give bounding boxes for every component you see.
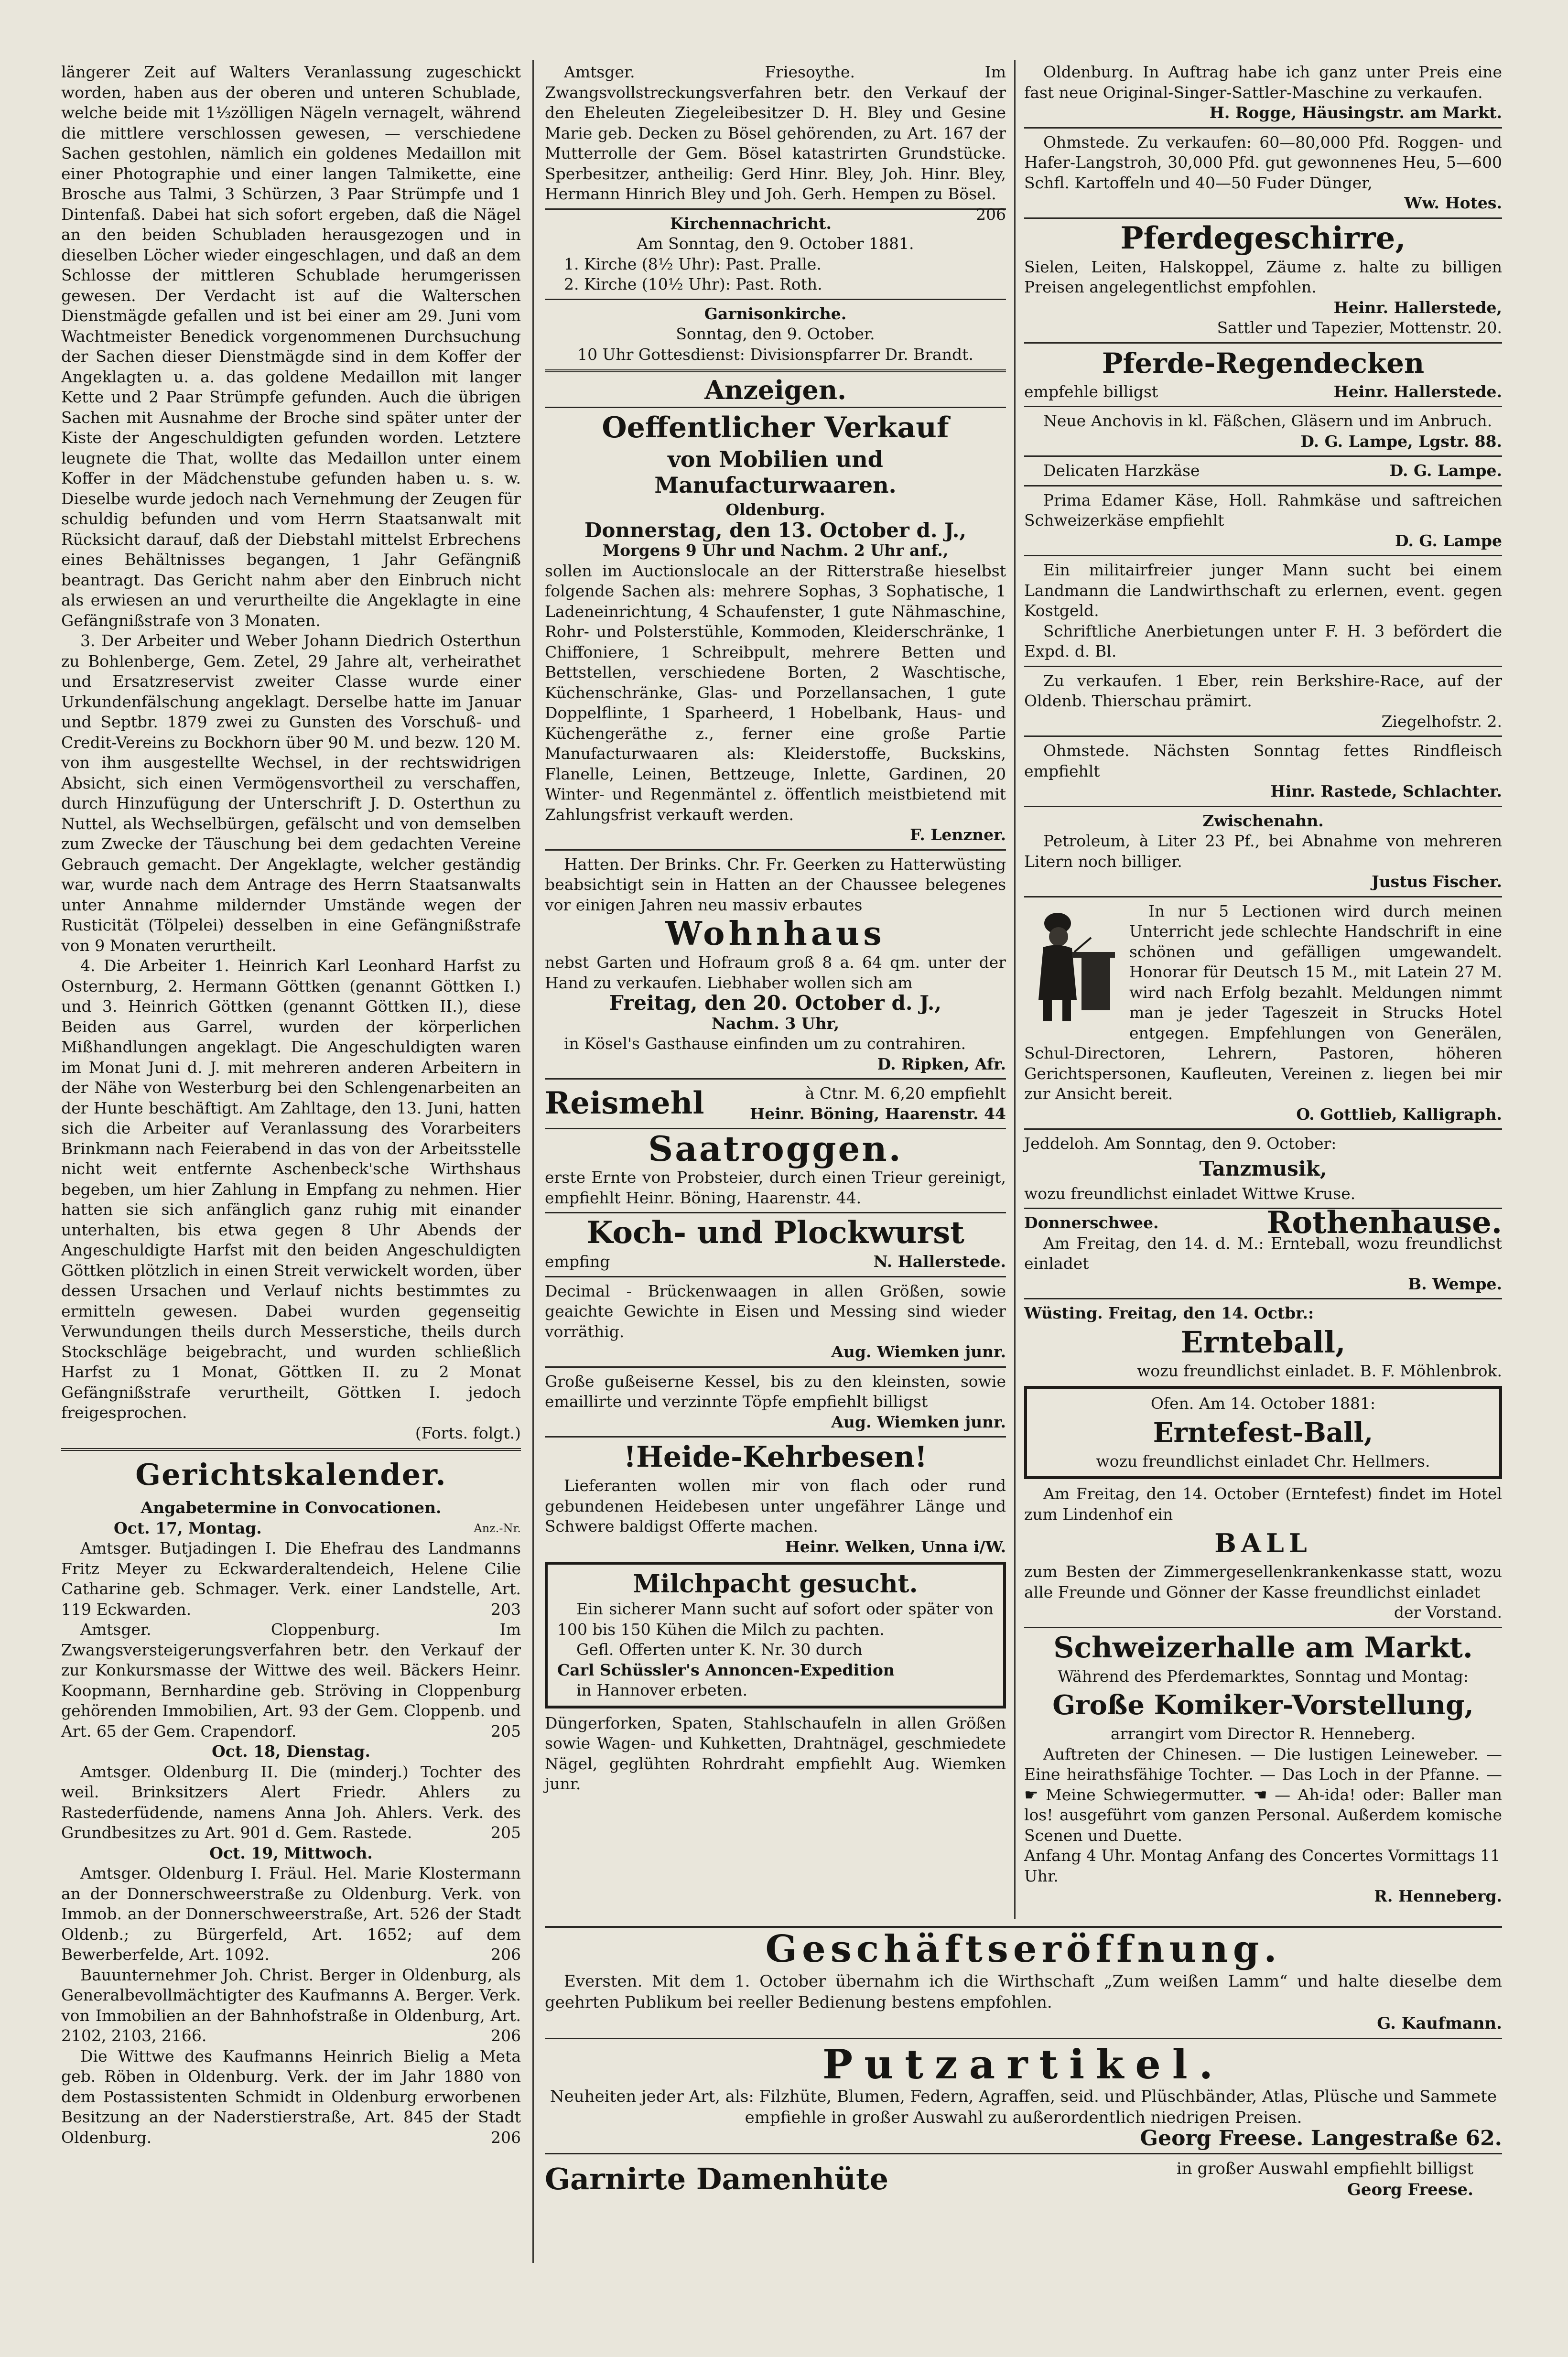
ad-text: Düngerforken, Spaten, Stahlschaufeln in allen Größen sowie Wagen- und Kuhketten, Drahtnägel, geschmiedete Nägel, geglühten Rohrdraht empfiehlt Aug. Wiemken junr.: [545, 1713, 1006, 1793]
divider: [545, 1276, 1006, 1277]
ad-title: BALL: [1214, 1528, 1312, 1558]
ad-text: Petroleum, à Liter 23 Pf., bei Abnahme von mehreren Litern noch billiger.: [1024, 832, 1502, 871]
ad-signature: Georg Freese. Langestraße 62.: [1140, 2126, 1502, 2151]
ad-text: Am Freitag, den 14. October (Erntefest) findet im Hotel zum Lindenhof ein: [1024, 1484, 1502, 1524]
ad-signature: G. Kaufmann.: [1377, 2014, 1502, 2033]
divider: [1024, 1627, 1502, 1628]
divider: [545, 407, 1006, 408]
divider: [1024, 735, 1502, 737]
ad-title: Ernteball,: [1180, 1324, 1346, 1360]
entry-number: 205: [491, 1823, 521, 1842]
ad-text: Ohmstede. Zu verkaufen: 60—80,000 Pfd. Roggen- und Hafer-Langstroh, 30,000 Pfd. gut gewonnenes Heu, 5—600 Schfl. Kartoffeln und 40—50 Fuder Dünger,: [1024, 132, 1502, 192]
ad-title: Wohnhaus: [665, 915, 886, 953]
column-1: [61, 62, 521, 2148]
date-label: Oct. 17, Montag.: [114, 1518, 262, 1537]
calendar-entry: [61, 1965, 521, 2046]
ad-signature: O. Gottlieb, Kalligraph.: [1296, 1104, 1502, 1124]
article-paragraph: 3. Der Arbeiter und Weber Johann Diedrich Osterthun zu Bohlenberge, Gem. Zetel, 29 Jahre alt, verheirathet und Ersatzreservist zweiter Classe wurde einer Urkundenfälschung angeklagt. Derselbe hatte im Januar und Septbr. 1879 zwei zu Gunsten des Vorschuß- und Credit-Vereins zu Bockhorn über 90 M. und bezw. 120 M. von ihm ausgestellte Wechsel, in der rechtswidrigen Absicht, sich einen Vermögensvortheil zu verschaffen, durch Hinzufügung der Unterschrift J. D. Osterthun zu Nuttel, als Wechselbürgen, gefälscht und von demselben zum Zwecke der Täuschung bei dem gedachten Vereine Gebrauch gemacht. Der Angeklagte, welcher geständig war, wurde nach dem Antrage des Herrn Staatsanwalts unter Annahme mildernder Umstände wegen der Rusticität (Tölpelei) desselben in eine Gefängnißstrafe von 9 Monaten verurtheilt.: [61, 631, 521, 955]
ad-text: Am Freitag, den 14. d. M.: Ernteball, wozu freundlichst einladet: [1024, 1233, 1502, 1273]
entry-text: Amtsger. Oldenburg I. Fräul. Hel. Marie Klostermann an der Donnerschweerstraße zu Oldenburg. Verk. von Immob. an der Donnerschweerstraße, Art. 526 der Stadt Oldenb.; zu Bürgerfeld, Art. 1652; auf dem Bewerberfelde, Art. 1092.: [61, 1864, 521, 1964]
ad-text: Schriftliche Anerbietungen unter F. H. 3 befördert die Expd. d. Bl.: [1024, 621, 1502, 660]
ad-signature: Aug. Wiemken junr.: [831, 1412, 1006, 1431]
ad-text: [1177, 2158, 1502, 2200]
ad-title: Große Komiker-Vorstellung,: [1052, 1689, 1474, 1721]
ad-text: sollen im Auctionslocale an der Ritterstraße hieselbst folgende Sachen als: mehrere Sophas, 3 Sophatische, 1 Ladeneinrichtung, 4 Schaufenster, 1 gute Nähmaschine, Rohr- und Polsterstühle, Kommoden, Kleiderschränke, 1 Chiffoniere, 1 Schreibpult, mehrere Betten und Bettstellen, verschiedene Borten, 2 Waschtische, Küchenschränke, Glas- und Porzellansachen, 1 gute Doppelflinte, 1 Sparheerd, 1 Hobelbank, Haus- und Küchengeräthe z., ferner eine große Partie Manufacturwaaren als: Kleiderstoffe, Buckskins, Flanelle, Leinen, Bettzeuge, Inlette, Gardinen, 20 Winter- und Regenmäntel z. öffentlich meistbietend mit Zahlungsfrist verkauft werden.: [545, 561, 1006, 824]
church-title: Kirchennachricht.: [670, 214, 832, 233]
ad-signature: wozu freundlichst einladet. B. F. Möhlenbrok.: [1137, 1361, 1502, 1380]
ad-signature: F. Lenzner.: [910, 825, 1006, 844]
ad-text: Zu verkaufen. 1 Eber, rein Berkshire-Race, auf der Oldenb. Thierschau prämirt.: [1024, 671, 1502, 710]
article-paragraph: 4. Die Arbeiter 1. Heinrich Karl Leonhard Harfst zu Osternburg, 2. Hermann Göttken (genannt Göttken I.) und 3. Heinrich Göttken (genannt Göttken II.), diese Beiden aus Garrel, wurden der körperlichen Mißhandlungen angeklagt. Die Angeschuldigten waren im Monat Juni d. J. mit mehreren anderen Arbeitern in der Nähe von Westerburg bei den Schlengenarbeiten an der Hunte beschäftigt. Am Zahltage, den 13. Juni, hatten sich die Arbeiter auf Veranlassung des Vorarbeiters Brinkmann nach Feierabend in das von der Arbeitsstelle nicht weit entfernte Aschenbeck'sche Wirthshaus begeben, um hier Zahlung in Empfang zu nehmen. Hier hatten sie sich anfänglich ganz ruhig mit einander unterhalten, bis etwa gegen 8 Uhr Abends der Angeschuldigte Harfst mit den beiden Angeschuldigten Göttken plötzlich in einen Streit verwickelt worden, über dessen Ursachen und Verlauf nichts bestimmtes zu ermitteln gewesen. Dabei wurden gegenseitig Verwundungen theils durch Messerstiche, theils durch Stockschläge beigebracht, und wurden schließlich Harfst zu 1 Monat, Göttken II. zu 2 Monat Gefängnißstrafe verurtheilt, Göttken I. jedoch freigesprochen.: [61, 956, 521, 1422]
divider: [545, 369, 1006, 372]
divider: [1024, 342, 1502, 344]
ad-place: Oldenburg.: [725, 500, 825, 519]
column-divider: [1014, 60, 1016, 1919]
entry-number: 205: [491, 1721, 521, 1741]
divider: [1024, 1128, 1502, 1130]
ad-text: In nur 5 Lectionen wird durch meinen Unterricht jede schlechte Handschrift in eine schönen und gefälligen umgewandelt. Honorar für Deutsch 15 M., mit Latein 27 M. wird nach Erfolg bezahlt. Meldungen nimmt man je jeder Tageszeit in Strucks Hotel entgegen. Empfehlungen von Generälen, Schul-Directoren, Lehrern, Pastoren, höheren Gerichtspersonen, Kaufleuten, Vereinen z. liegen bei mir zur Ansicht bereit.: [1024, 901, 1502, 1103]
divider: [545, 1078, 1006, 1080]
ad-time: Morgens 9 Uhr und Nachm. 2 Uhr anf.,: [602, 541, 949, 560]
divider: [545, 2153, 1502, 2154]
column-divider: [532, 60, 534, 2263]
ad-signature: N. Hallerstede.: [873, 1252, 1006, 1271]
ad-text: Ein sicherer Mann sucht auf sofort oder später von 100 bis 150 Kühen die Milch zu pachten.: [557, 1600, 994, 1639]
ad-place: Zwischenahn.: [1202, 811, 1324, 830]
divider: [1024, 1298, 1502, 1299]
ad-title: Koch- und Plockwurst: [586, 1215, 964, 1251]
ad-signature: D. G. Lampe: [1395, 531, 1502, 550]
ad-text: Hatten. Der Brinks. Chr. Fr. Geerken zu Hatterwüsting beabsichtigt sein in Hatten an der Chaussee belegenes vor einigen Jahren neu massiv erbautes: [545, 854, 1006, 914]
divider: [1024, 485, 1502, 487]
ad-signature: Aug. Wiemken junr.: [831, 1342, 1006, 1361]
ad-text: empfing: [545, 1252, 610, 1271]
divider: [545, 849, 1006, 851]
divider: [1024, 217, 1502, 219]
ad-text: in Kösel's Gasthause einfinden um zu contrahiren.: [564, 1034, 966, 1053]
church-line: 10 Uhr Gottesdienst: Divisionspfarrer Dr. Brandt.: [577, 345, 973, 364]
ad-line: [1024, 382, 1502, 402]
ad-signature: D. G. Lampe, Lgstr. 88.: [1300, 432, 1502, 451]
entry-text: Amtsger. Friesoythe. Im Zwangsvollstreckungsverfahren betr. den Verkauf der den Eheleuten Ziegeleibesitzer D. H. Bley und Gesine Marie geb. Decken zu Bösel gehörenden, zu Art. 167 der Mutterrolle der Gem. Bösel katastrirten Grundstücke. Sperbesitzer, antheilig: Gerd Hinr. Bley, Joh. Hinr. Bley, Hermann Hinrich Bley und Joh. Gerh. Hempen zu Bösel.: [545, 63, 1006, 203]
ad-text: Eversten. Mit dem 1. October übernahm ich die Wirthschaft „Zum weißen Lamm“ und halte dieselbe dem geehrten Publikum bei reeller Bedienung bestens empfohlen.: [545, 1972, 1502, 2012]
ad-title: Oeffentlicher Verkauf: [602, 411, 949, 444]
ad-text: Anfang 4 Uhr. Montag Anfang des Concertes Vormittags 11 Uhr.: [1024, 1846, 1501, 1885]
number-header: Anz.-Nr.: [474, 1521, 521, 1535]
ad-line: [545, 1252, 1006, 1272]
entry-text: Amtsger. Cloppenburg. Im Zwangsversteigerungsverfahren betr. den Verkauf der zur Konkursmasse der Wittwe des weil. Bäckers Heinr. Koopmann, Bernhardine geb. Ströving in Cloppenburg gehörenden Immobilien, Art. 93 der Gem. Cloppenb. und Art. 65 der Gem. Crapendorf.: [61, 1620, 521, 1741]
ad-text: empfehle billigst: [1024, 382, 1158, 401]
ad-text: Delicaten Harzkäse: [1043, 461, 1200, 480]
ad-title: Putzartikel.: [822, 2041, 1224, 2088]
divider: [545, 1212, 1006, 1213]
ad-line: [1024, 1205, 1502, 1241]
writing-man-illustration: [1024, 904, 1120, 1024]
section-subtitle: Angabetermine in Convocationen.: [141, 1498, 442, 1517]
divider: [1024, 896, 1502, 897]
divider: [545, 208, 1006, 210]
calendar-entry: [61, 1620, 521, 1741]
ad-title: Rothenhause.: [1266, 1205, 1502, 1241]
divider: [545, 1366, 1006, 1368]
ad-text: in Hannover erbeten.: [576, 1681, 748, 1699]
ad-text: Carl Schüssler's Annoncen-Expedition: [557, 1660, 895, 1679]
entry-number: 206: [976, 205, 1006, 224]
entry-text: Die Wittwe des Kaufmanns Heinrich Bielig a Meta geb. Röben in Oldenburg. Verk. der im Jahr 1880 von dem Postassistenten Schmidt in Oldenburg erworbenen Besitzung an der Naderstierstraße, Art. 845 der Stadt Oldenburg.: [61, 2046, 521, 2147]
ad-title: Pferdegeschirre,: [1120, 220, 1406, 256]
date-heading: [61, 1518, 521, 1539]
ad-text: Gefl. Offerten unter K. Nr. 30 durch: [576, 1640, 863, 1659]
bottom-ads: [545, 1926, 1502, 2200]
ad-title: Pferde-Regendecken: [1102, 346, 1425, 379]
ad-text: Große gußeiserne Kessel, bis zu den kleinsten, sowie emaillirte und verzinnte Töpfe empfiehlt billigst: [545, 1372, 1006, 1411]
ad-text: Sielen, Leiten, Halskoppel, Zäume z. halte zu billigen Preisen angelegentlichst empfohlen.: [1024, 257, 1502, 296]
calendar-entry: [61, 1863, 521, 1965]
ad-text: in großer Auswahl empfiehlt billigst: [1176, 2159, 1473, 2178]
reismehl-ad: [545, 1083, 1006, 1124]
divider: [61, 1448, 521, 1451]
entry-number: 206: [491, 2026, 521, 2045]
ad-text: nebst Garten und Hofraum groß 8 a. 64 qm. unter der Hand zu verkaufen. Liebhaber wollen sich am: [545, 953, 1006, 992]
divider: [545, 299, 1006, 300]
ad-text: Ein militairfreier junger Mann sucht bei einem Landmann die Landwirthschaft zu erlernen, event. gegen Kostgeld.: [1024, 561, 1502, 620]
date-label: Oct. 18, Dienstag.: [212, 1742, 370, 1761]
church-date: Am Sonntag, den 9. October 1881.: [637, 234, 914, 253]
ad-title: Erntefest-Ball,: [1153, 1416, 1373, 1449]
entry-text: Bauunternehmer Joh. Christ. Berger in Oldenburg, als Generalbevollmächtigter des Kaufmanns A. Berger. Verk. von Immobilien an der Bahnhofstraße in Oldenburg, Art. 2102, 2103, 2166.: [61, 1965, 521, 2045]
ad-text: erste Ernte von Probsteier, durch einen Trieur gereinigt, empfiehlt Heinr. Böning, Haarenstr. 44.: [545, 1168, 1006, 1207]
date-label: Oct. 19, Mittwoch.: [209, 1843, 373, 1862]
ad-title: Reismehl: [545, 1085, 704, 1122]
ad-subtitle: von Mobilien und Manufacturwaaren.: [654, 446, 897, 498]
ad-text: [750, 1083, 1006, 1124]
ad-text: Neue Anchovis in kl. Fäßchen, Gläsern und im Anbruch.: [1043, 411, 1492, 430]
section-title: Gerichtskalender.: [135, 1457, 447, 1492]
ad-signature: R. Henneberg.: [1374, 1887, 1502, 1905]
ad-text: Wüsting. Freitag, den 14. Octbr.:: [1024, 1304, 1314, 1322]
ad-signature: D. G. Lampe.: [1389, 461, 1502, 480]
ad-line: [545, 2158, 1502, 2200]
calendar-entry: [61, 2046, 521, 2148]
church-title: Garnisonkirche.: [704, 304, 847, 323]
divider: [1024, 127, 1502, 129]
ad-text: Neuheiten jeder Art, als: Filzhüte, Blumen, Federn, Agraffen, seid. und Plüschbänder, Atlas, Plüsche und Sammete empfiehle in großer Auswahl zu außerordentlich niedrigen Preisen.: [550, 2087, 1497, 2127]
ad-signature: Ziegelhofstr. 2.: [1381, 712, 1502, 731]
ofen-ad: [1024, 1386, 1502, 1479]
ad-text: Ohmstede. Nächsten Sonntag fettes Rindfleisch empfiehlt: [1024, 741, 1502, 780]
divider: [1024, 555, 1502, 556]
ad-place: Donnerschwee.: [1024, 1213, 1159, 1232]
entry-text: Amtsger. Oldenburg II. Die (minderj.) Tochter des weil. Brinksitzers Alert Friedr. Ahlers zu Rastederfüdende, namens Anna Joh. Ahlers. Verk. des Grundbesitzes zu Art. 901 d. Gem. Rastede.: [61, 1762, 521, 1842]
entry-number: 206: [491, 1945, 521, 1964]
column-2: [545, 62, 1006, 1795]
ad-title: Schweizerhalle am Markt.: [1053, 1631, 1473, 1665]
divider: [1024, 455, 1502, 457]
lection-ad: [1024, 901, 1502, 1125]
ad-signature: der Vorstand.: [1394, 1603, 1502, 1622]
ad-address: Sattler und Tapezier, Mottenstr. 20.: [1217, 318, 1502, 337]
entry-number: 203: [491, 1600, 521, 1619]
divider: [1024, 406, 1502, 407]
ad-signature: Ww. Hotes.: [1404, 194, 1502, 212]
ad-signature: Heinr. Hallerstede.: [1333, 382, 1502, 401]
ad-signature: wozu freundlichst einladet Wittwe Kruse.: [1024, 1184, 1356, 1203]
ad-signature: H. Rogge, Häusingstr. am Markt.: [1209, 103, 1502, 122]
ad-signature: wozu freundlichst einladet Chr. Hellmers.: [1096, 1451, 1430, 1470]
ad-title: Saatroggen.: [648, 1128, 903, 1169]
milchpacht-ad: [545, 1562, 1006, 1708]
ad-text: zum Besten der Zimmergesellenkrankenkasse statt, wozu alle Freunde und Gönner der Kasse freundlichst einladet: [1024, 1562, 1502, 1601]
ad-price: à Ctnr. M. 6,20 empfiehlt: [805, 1084, 1006, 1103]
calendar-entry: [61, 1538, 521, 1620]
ad-signature: Justus Fischer.: [1372, 872, 1502, 891]
ad-signature: Georg Freese.: [1347, 2180, 1473, 2199]
ad-text: Ofen. Am 14. October 1881:: [1150, 1394, 1376, 1413]
ad-date: Donnerstag, den 13. October d. J.,: [584, 518, 967, 542]
divider: [545, 2038, 1502, 2039]
ad-signature: Heinr. Hallerstede,: [1333, 298, 1502, 317]
article-paragraph: längerer Zeit auf Walters Veranlassung zugeschickt worden, haben aus der oberen und unteren Schublade, welche beide mit 1⅓zölligen Nägeln vernagelt, während die mittlere verschlossen gewesen, — verschiedene Sachen gestohlen, nämlich ein goldenes Medaillon mit einer Photographie und einer langen Talmikette, eine Brosche aus Talmi, 3 Schürzen, 3 Paar Strümpfe und 1 Dintenfaß. Dabei hat sich sofort ergeben, daß die Nägel an den beiden Schubladen herausgezogen und in dieselben Löcher wieder eingeschlagen, und daß an dem Schlosse der mittleren Schublade herumgerissen gewesen. Der Verdacht ist auf die Walterschen Dienstmägde gefallen und ist bei einer am 29. Juni vom Wachtmeister Benedick vorgenommenen Durchsuchung der Sachen dieser Dienstmägde sind in dem Koffer der Angeklagten u. a. das goldene Medaillon mit langer Kette und 2 Paar Strümpfe gefunden. Auch die übrigen Sachen mit Ausnahme der Broche sind später unter der Kiste der Angeschuldigten gefunden worden. Letztere leugnete die That, wollte das Medaillon unter einem Koffer in der Mädchenstube gefunden haben u. s. w. Dieselbe wurde jedoch nach Vernehmung der Zeugen für schuldig befunden und vom Herrn Staatsanwalt mit Rücksicht darauf, daß der Diebstahl mittelst Erbrechens eines Behältnisses begangen, 1 Jahr Gefängniß beantragt. Das Gericht nahm aber den Einbruch nicht als erwiesen an und verurtheilte die Angeklagte in eine Gefängnißstrafe von 3 Monaten.: [61, 63, 521, 630]
ad-line: [1024, 461, 1502, 481]
calendar-entry: [61, 1762, 521, 1843]
church-line: 1. Kirche (8½ Uhr): Past. Pralle.: [564, 254, 822, 273]
ad-text: Oldenburg. In Auftrag habe ich ganz unter Preis eine fast neue Original-Singer-Sattler-Maschine zu verkaufen.: [1024, 63, 1502, 102]
divider: [1024, 666, 1502, 667]
church-date: Sonntag, den 9. October.: [676, 324, 875, 343]
ads-heading: Anzeigen.: [704, 375, 846, 405]
church-line: 2. Kirche (10½ Uhr): Past. Roth.: [564, 275, 822, 293]
ad-time: Nachm. 3 Uhr,: [711, 1014, 840, 1033]
ad-text: Prima Edamer Käse, Holl. Rahmkäse und saftreichen Schweizerkäse empfiehlt: [1024, 490, 1502, 530]
ad-signature: Heinr. Welken, Unna i/W.: [785, 1537, 1006, 1556]
ad-text: Während des Pferdemarktes, Sonntag und Montag:: [1058, 1666, 1469, 1686]
column-3: [1024, 62, 1502, 1907]
ad-text: Lieferanten wollen mir von flach oder rund gebundenen Heidebesen unter ungefährer Länge und Schwere baldigst Offerte machen.: [545, 1476, 1006, 1535]
ad-signature: D. Ripken, Afr.: [877, 1054, 1006, 1073]
ad-title: Tanzmusik,: [1199, 1157, 1327, 1180]
ad-signature: B. Wempe.: [1408, 1274, 1502, 1293]
ad-signature: Heinr. Böning, Haarenstr. 44: [750, 1104, 1006, 1123]
ad-title: Milchpacht gesucht.: [633, 1569, 918, 1599]
continued-note: (Forts. folgt.): [415, 1423, 521, 1442]
divider: [1024, 806, 1502, 807]
ad-title: Geschäftseröffnung.: [765, 1927, 1282, 1971]
ad-signature: Hinr. Rastede, Schlachter.: [1270, 782, 1502, 800]
divider: [545, 1436, 1006, 1438]
ad-text: Decimal - Brückenwaagen in allen Größen, sowie geaichte Gewichte in Eisen und Messing sind wieder vorräthig.: [545, 1281, 1006, 1341]
ad-title: !Heide-Kehrbesen!: [623, 1440, 928, 1474]
ad-date: Freitag, den 20. October d. J.,: [609, 991, 941, 1015]
entry-number: 206: [491, 2128, 521, 2147]
ad-text: Auftreten der Chinesen. — Die lustigen Leineweber. — Eine heirathsfähige Tochter. — Das Loch in der Pfanne. — ☛ Meine Schwiegermutter. ☚ — Ah-ida! oder: Baller man los! ausgeführt vom ganzen Personal. Außerdem komische Scenen und Duette.: [1024, 1744, 1502, 1845]
ad-text: arrangirt vom Director R. Henneberg.: [1110, 1724, 1416, 1743]
ad-title: Garnirte Damenhüte: [545, 2162, 889, 2196]
ad-text: Jeddeloh. Am Sonntag, den 9. October:: [1024, 1134, 1337, 1153]
entry-text: Amtsger. Butjadingen I. Die Ehefrau des Landmanns Fritz Meyer zu Eckwarderaltendeich, Helene Ciliе Catharine geb. Schmager. Verk. einer Landstelle, Art. 119 Eckwarden.: [61, 1539, 521, 1619]
